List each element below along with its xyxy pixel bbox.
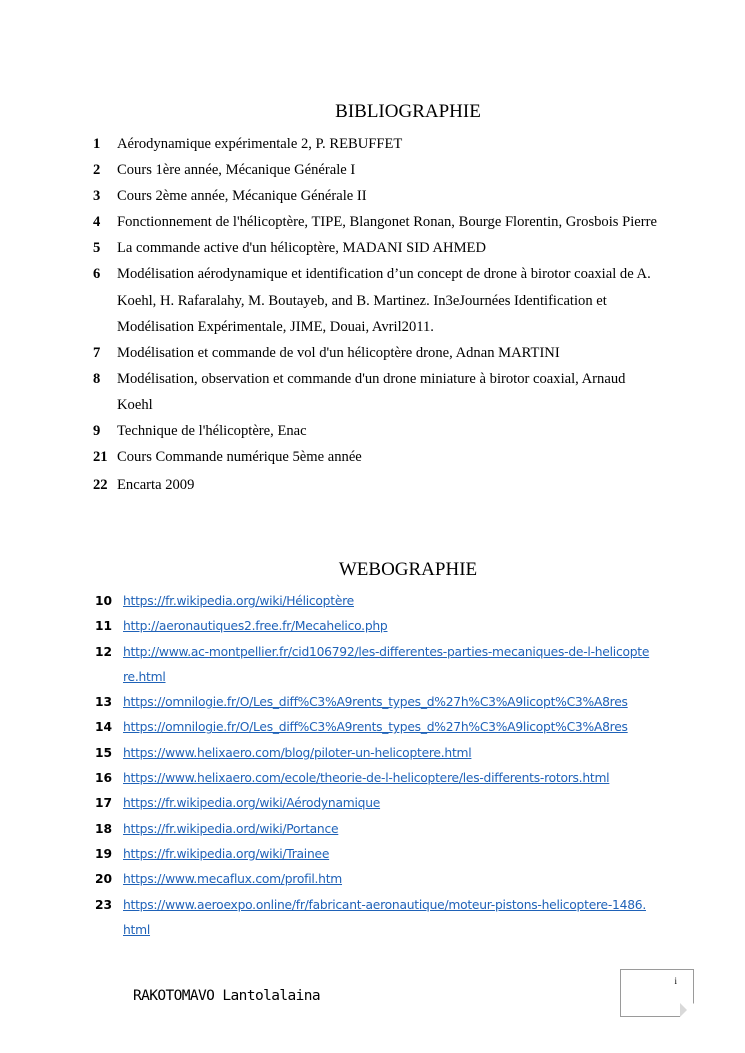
entry-text: Encarta 2009 [117,477,195,494]
entry-text: Technique de l'hélicoptère, Enac [117,423,307,440]
entry-text: Modélisation, observation et commande d'un drone miniature à birotor coaxial, Arnaud Koehl [117,370,626,413]
bibliography-entry [93,472,663,498]
bibliography-entry [93,209,663,235]
bibliography-entry [93,418,663,444]
bibliography-entry [93,261,663,339]
entry-number: 21 [93,449,108,466]
web-link[interactable]: http://aeronautiques2.free.fr/Mecahelico.php [123,619,388,634]
page-number: i [674,976,677,986]
web-link[interactable]: https://fr.wikipedia.org/wiki/Aérodynamique [123,796,381,811]
entry-number: 5 [93,240,101,257]
web-link[interactable]: https://omnilogie.fr/O/Les_diff%C3%A9rents_types_d%27h%C3%A9licopt%C3%A8res [123,695,628,710]
entry-number: 22 [93,477,108,494]
entry-text: La commande active d'un hélicoptère, MADANI SID AHMED [117,240,486,257]
footer-author: RAKOTOMAVO Lantolalaina [133,988,320,1004]
entry-number: 11 [95,619,113,634]
entry-text: Cours 1ère année, Mécanique Générale I [117,162,356,179]
bibliography-list [93,131,663,498]
webography-entry [93,766,653,791]
webography-entry [93,690,653,715]
entry-number: 8 [93,370,101,387]
web-link[interactable]: https://fr.wikipedia.ord/wiki/Portance [123,821,339,836]
webography-entry [93,893,653,944]
entry-number: 17 [95,796,113,811]
entry-number: 9 [93,423,101,440]
entry-number: 16 [95,771,113,786]
entry-number: 15 [95,745,113,760]
webography-entry [93,842,653,867]
bibliography-entry [93,340,663,366]
web-link[interactable]: https://www.helixaero.com/blog/piloter-un-helicoptere.html [123,745,472,760]
bibliography-entry [93,131,663,157]
entry-number: 19 [95,846,113,861]
entry-number: 12 [95,644,113,659]
entry-number: 4 [93,214,101,231]
entry-number: 7 [93,344,101,361]
bibliography-entry [93,444,663,470]
web-link[interactable]: https://www.helixaero.com/ecole/theorie-de-l-helicoptere/les-differents-rotors.html [123,771,610,786]
entry-number: 2 [93,162,101,179]
web-link[interactable]: http://www.ac-montpellier.fr/cid106792/les-differentes-parties-mecaniques-de-l-helicoptere.html [123,644,650,684]
webography-entry [93,817,653,842]
web-link[interactable]: https://www.mecaflux.com/profil.htm [123,872,343,887]
bibliography-entry [93,157,663,183]
webography-entry [93,715,653,740]
webography-entry [93,791,653,816]
web-link[interactable]: https://www.aeroexpo.online/fr/fabricant-aeronautique/moteur-pistons-helicoptere-1486.html [123,897,646,937]
webography-entry [93,640,653,691]
entry-number: 18 [95,821,113,836]
bibliography-entry [93,366,663,418]
entry-number: 13 [95,695,113,710]
webography-heading: WEBOGRAPHIE [338,559,478,580]
entry-text: Aérodynamique expérimentale 2, P. REBUFFET [117,136,403,152]
page-number-box [620,969,694,1017]
webography-entry [93,741,653,766]
entry-text: Fonctionnement de l'hélicoptère, TIPE, Blangonet Ronan, Bourge Florentin, Grosbois Pierre [117,214,657,231]
bibliography-heading: BIBLIOGRAPHIE [335,101,481,122]
entry-number: 20 [95,872,113,887]
entry-number: 10 [95,594,113,608]
entry-text: Modélisation et commande de vol d'un hélicoptère drone, Adnan MARTINI [117,344,560,361]
web-link[interactable]: https://fr.wikipedia.org/wiki/Hélicoptère [123,594,354,608]
webography-entry [93,614,653,639]
bibliography-entry [93,183,663,209]
entry-text: Modélisation aérodynamique et identification d’un concept de drone à birotor coaxial de A. Koehl, H. Rafaralahy, M. Boutayeb, and B. Martinez. In3eJournées Identification et Modélisation Expérimentale, JIME, Douai, Avril2011. [117,266,651,335]
page-fold-cover [680,1003,694,1017]
entry-number: 1 [93,136,101,152]
webography-list [93,589,653,943]
entry-number: 23 [95,897,113,912]
webography-entry [93,589,653,614]
entry-number: 3 [93,188,101,205]
web-link[interactable]: https://omnilogie.fr/O/Les_diff%C3%A9rents_types_d%27h%C3%A9licopt%C3%A8res [123,720,628,735]
entry-number: 14 [95,720,113,735]
entry-number: 6 [93,266,101,283]
web-link[interactable]: https://fr.wikipedia.org/wiki/Trainee [123,846,330,861]
bibliography-entry [93,235,663,261]
webography-entry [93,867,653,892]
entry-text: Cours Commande numérique 5ème année [117,449,362,466]
entry-text: Cours 2ème année, Mécanique Générale II [117,188,367,205]
